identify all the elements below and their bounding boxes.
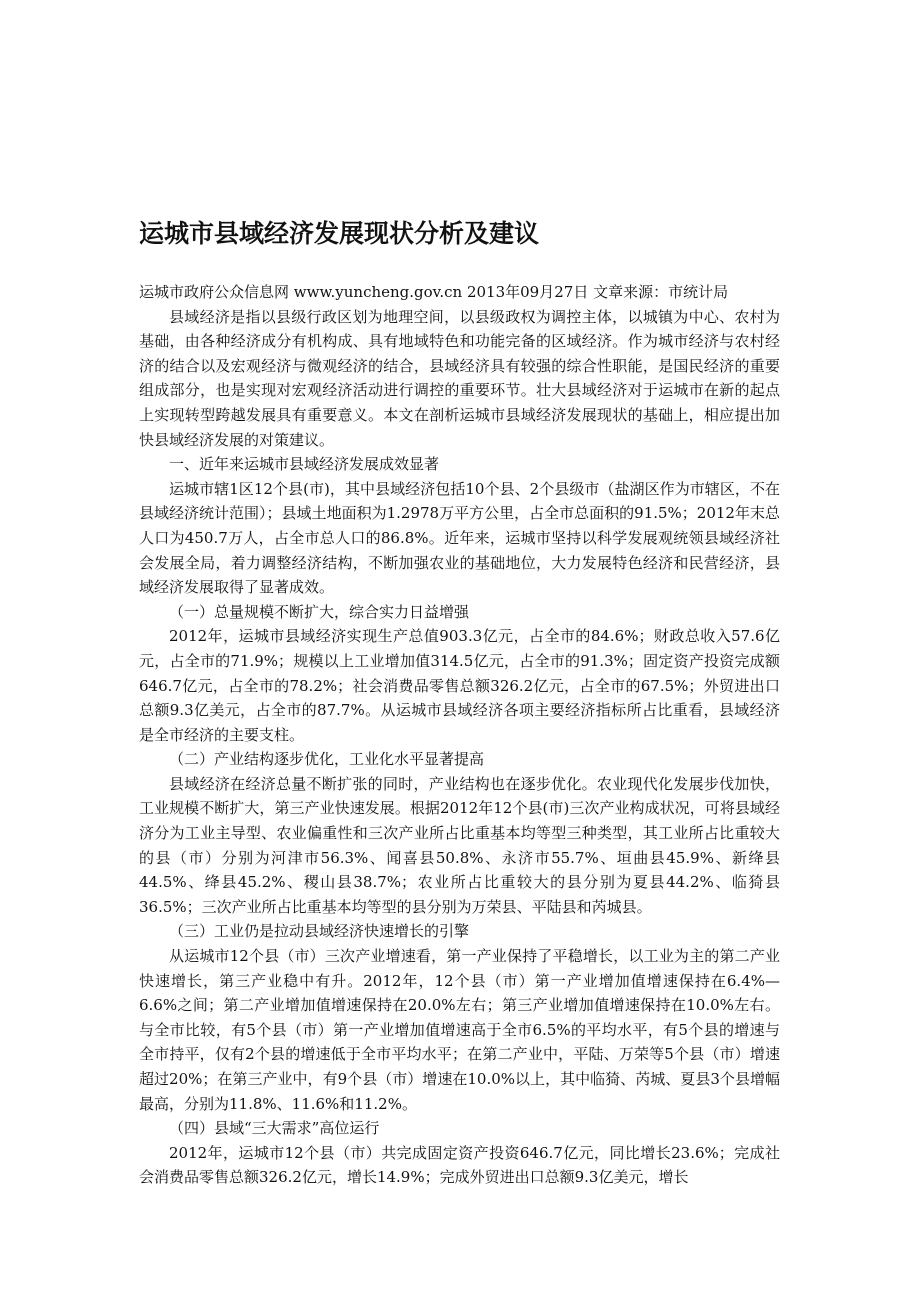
paragraph-intro: 县域经济是指以县级行政区划为地理空间，以县级政权为调控主体，以城镇为中心、农村为基础，由各种经济成分有机构成、具有地域特色和功能完备的区域经济。作为城市经济与农村经济的结合以及宏观经济与微观经济的结合，县域经济具有较强的综合性职能，是国民经济的重要组成部分，也是实现对宏观经济活动进行调控的重要环节。壮大县域经济对于运城市在新的起点上实现转型跨越发展具有重要意义。本文在剖析运城市县域经济发展现状的基础上，相应提出加快县域经济发展的对策建议。: [139, 307, 780, 449]
subsection-heading-2: （二）产业结构逐步优化，工业化水平显著提高: [169, 750, 485, 769]
paragraph-demand: 2012年，运城市12个县（市）共完成固定资产投资646.7亿元，同比增长23.6%；完成社会消费品零售总额326.2亿元，增长14.9%；完成外贸进出口总额9.3亿美元，增长: [139, 1143, 780, 1187]
paragraph-industry: 从运城市12个县（市）三次产业增速看，第一产业保持了平稳增长，以工业为主的第二产业快速增长，第三产业稳中有升。2012年，12个县（市）第一产业增加值增速保持在6.4%—6.6%之间；第二产业增加值增速保持在20.0%左右；第三产业增加值增速保持在10.0%左右。与全市比较，有5个县（市）第一产业增加值增速高于全市6.5%的平均水平，有5个县的增速与全市持平，仅有2个县的增速低于全市平均水平；在第二产业中，平陆、万荣等5个县（市）增速超过20%；在第三产业中，有9个县（市）增速在10.0%以上，其中临猗、芮城、夏县3个县增幅最高，分别为11.8%、11.6%和11.2%。: [139, 947, 780, 1113]
source-line: 运城市政府公众信息网 www.yuncheng.gov.cn 2013年09月27日 文章来源：市统计局: [139, 283, 729, 301]
document-title: 运城市县域经济发展现状分析及建议: [139, 219, 540, 248]
paragraph-overview: 运城市辖1区12个县(市)，其中县域经济包括10个县、2个县级市（盐湖区作为市辖区，不在县域经济统计范围）；县域土地面积为1.2978万平方公里，占全市总面积的91.5%；2012年末总人口为450.7万人，占全市总人口的86.8%。近年来，运城市坚持以科学发展观统领县域经济社会发展全局，着力调整经济结构，不断加强农业的基础地位，大力发展特色经济和民营经济，县域经济发展取得了显著成效。: [139, 479, 780, 597]
subsection-heading-1: （一）总量规模不断扩大，综合实力日益增强: [169, 602, 470, 621]
subsection-heading-4: （四）县域“三大需求”高位运行: [169, 1119, 380, 1138]
article-body: [139, 280, 780, 1190]
paragraph-scale: 2012年，运城市县域经济实现生产总值903.3亿元，占全市的84.6%；财政总收入57.6亿元，占全市的71.9%；规模以上工业增加值314.5亿元，占全市的91.3%；固定资产投资完成额646.7亿元，占全市的78.2%；社会消费品零售总额326.2亿元，占全市的67.5%；外贸进出口总额9.3亿美元，占全市的87.7%。从运城市县域经济各项主要经济指标所占比重看，县域经济是全市经济的主要支柱。: [139, 627, 780, 744]
paragraph-structure: 县域经济在经济总量不断扩张的同时，产业结构也在逐步优化。农业现代化发展步伐加快，工业规模不断扩大，第三产业快速发展。根据2012年12个县(市)三次产业构成状况，可将县域经济分为工业主导型、农业偏重性和三次产业所占比重基本均等型三种类型，其工业所占比重较大的县（市）分别为河津市56.3%、闻喜县50.8%、永济市55.7%、垣曲县45.9%、新绛县44.5%、绛县45.2%、稷山县38.7%；农业所占比重较大的县分别为夏县44.2%、临猗县36.5%；三次产业所占比重基本均等型的县分别为万荣县、平陆县和芮城县。: [139, 774, 780, 916]
subsection-heading-3: （三）工业仍是拉动县域经济快速增长的引擎: [169, 922, 470, 941]
section-heading-1: 一、近年来运城市县域经济发展成效显著: [169, 455, 440, 474]
